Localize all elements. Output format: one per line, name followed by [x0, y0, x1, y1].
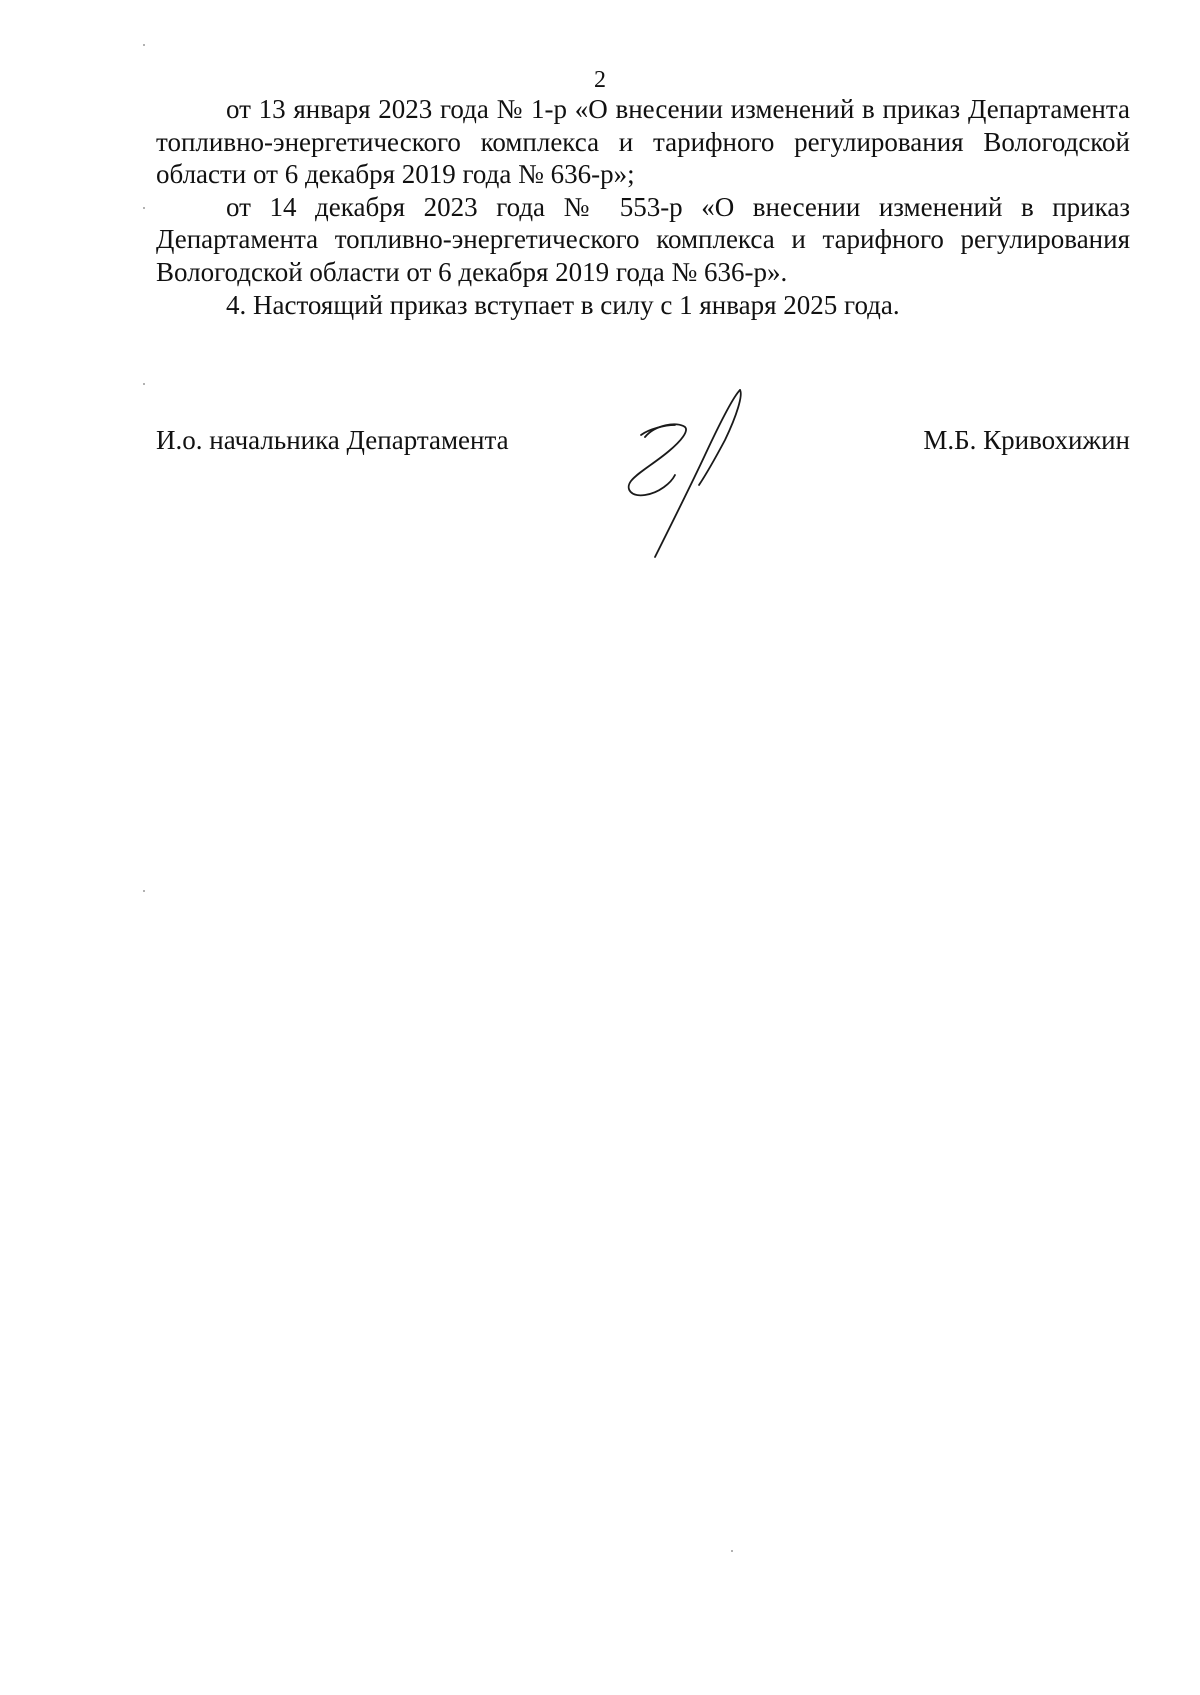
- scan-speck: [143, 383, 145, 385]
- page-number: 2: [594, 67, 606, 93]
- amendment-paragraph-2: от 14 декабря 2023 года № 553-р «О внесении изменений в приказ Департамента топливно-энергетического комплекса и тарифного регулирования Вологодской области от 6 декабря 2019 года № 636-р».: [156, 191, 1130, 287]
- handwritten-signature: [615, 385, 755, 560]
- scan-speck: [143, 890, 145, 892]
- signatory-title: И.о. начальника Департамента: [156, 425, 509, 455]
- scan-speck: [731, 1550, 733, 1552]
- signatory-name: М.Б. Кривохижин: [923, 425, 1130, 455]
- scan-speck: [143, 207, 145, 209]
- scan-speck: [143, 44, 145, 46]
- effective-date-paragraph: 4. Настоящий приказ вступает в силу с 1 января 2025 года.: [226, 289, 900, 320]
- document-body: [156, 93, 1130, 321]
- amendment-paragraph-1: от 13 января 2023 года № 1-р «О внесении изменений в приказ Департамента топливно-энергетического комплекса и тарифного регулирования Вологодской области от 6 декабря 2019 года № 636-р»;: [156, 94, 1130, 190]
